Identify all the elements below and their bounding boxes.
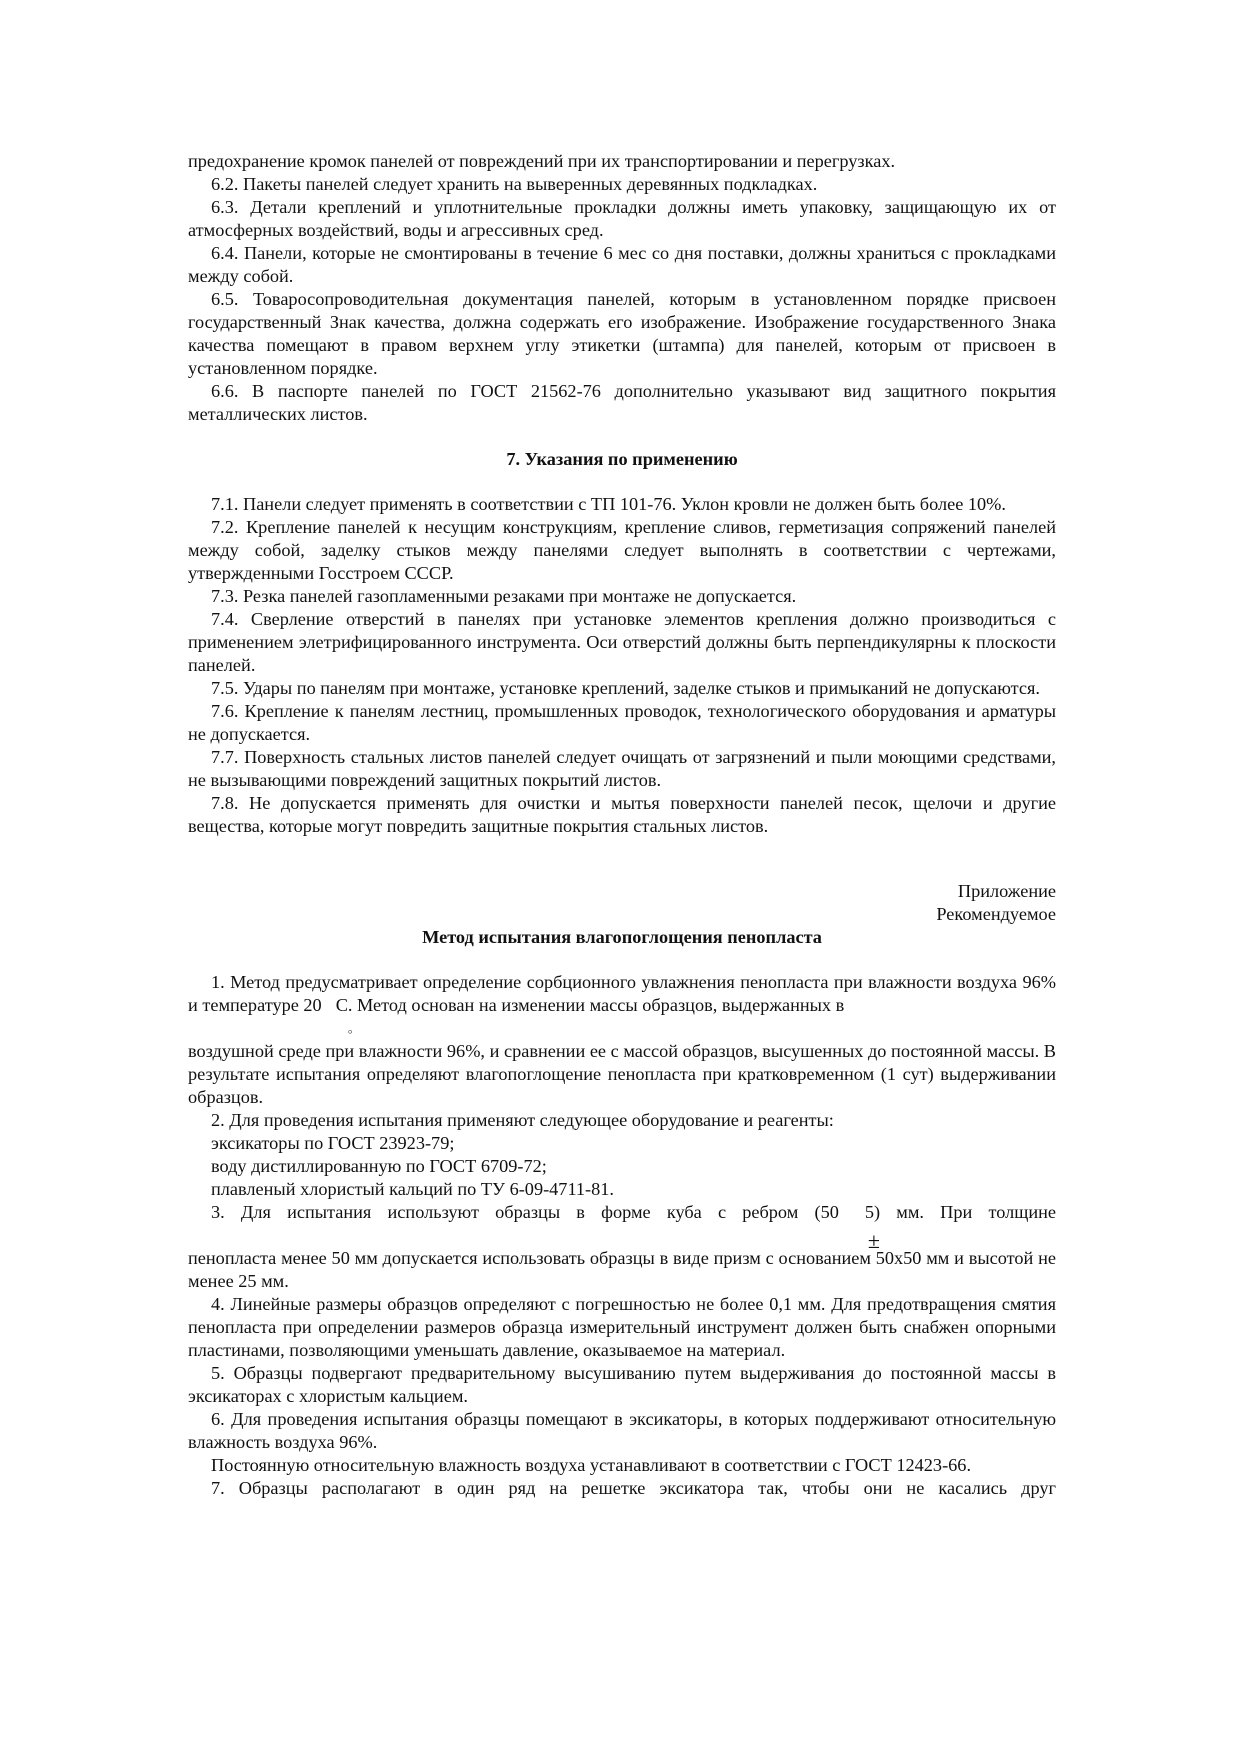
paragraph-7-6: 7.6. Крепление к панелям лестниц, промышленных проводок, технологического оборудования и арматуры не допускается. — [188, 701, 1056, 744]
appendix-paragraph-1 — [188, 971, 1056, 1041]
paragraph-7-2: 7.2. Крепление панелей к несущим конструкциям, крепление сливов, герметизация сопряжений панелей между собой, заделку стыков между панелями следует выполнять в соответствии с чертежами, утвержденными Госстроем СССР. — [188, 517, 1056, 583]
equipment-item-water: воду дистиллированную по ГОСТ 6709-72; — [211, 1156, 547, 1176]
paragraph-6-6: 6.6. В паспорте панелей по ГОСТ 21562-76 дополнительно указывают вид защитного покрытия металлических листов. — [188, 381, 1056, 424]
paragraph-7-7: 7.7. Поверхность стальных листов панелей следует очищать от загрязнений и пыли моющими средствами, не вызывающими повреждений защитных покрытий листов. — [188, 747, 1056, 790]
appendix-paragraph-1-continuation: воздушной среде при влажности 96%, и сравнении ее с массой образцов, высушенных до постоянной массы. В результате испытания определяют влагопоглощение пенопласта при кратковременном (1 сут) выдерживании образцов. — [188, 1041, 1056, 1107]
formula-spacer-2 — [188, 1224, 1056, 1247]
document-page — [188, 150, 1056, 1500]
appendix-paragraph-3-continuation: пенопласта менее 50 мм допускается использовать образцы в виде призм с основанием 50x50 мм и высотой не менее 25 мм. — [188, 1248, 1056, 1291]
appendix-paragraph-5: 5. Образцы подвергают предварительному высушиванию путем выдерживания до постоянной массы в эксикаторах с хлористым кальцием. — [188, 1363, 1056, 1406]
appendix-paragraph-3-part-a: 3. Для испытания используют образцы в форме куба с ребром (50 — [211, 1202, 839, 1222]
appendix-heading: Метод испытания влагопоглощения пенопласта — [422, 927, 822, 947]
appendix-paragraph-7: 7. Образцы располагают в один ряд на решетке эксикатора так, чтобы они не касались друг — [211, 1478, 1056, 1498]
paragraph-7-3: 7.3. Резка панелей газопламенными резаками при монтаже не допускается. — [211, 586, 797, 606]
appendix-paragraph-6b: Постоянную относительную влажность воздуха устанавливают в соответствии с ГОСТ 12423-66. — [211, 1455, 972, 1475]
paragraph-6-4: 6.4. Панели, которые не смонтированы в течение 6 мес со дня поставки, должны храниться с прокладками между собой. — [188, 243, 1056, 286]
appendix-paragraph-4: 4. Линейные размеры образцов определяют с погрешностью не более 0,1 мм. Для предотвращения смятия пенопласта при определении размеров образца измерительный инструмент должен быть снабжен опорными пластинами, позволяющими уменьшать давление, оказываемое на материал. — [188, 1294, 1056, 1360]
section-7-heading: 7. Указания по применению — [506, 449, 738, 469]
paragraph-7-8: 7.8. Не допускается применять для очистки и мытья поверхности панелей песок, щелочи и другие вещества, которые могут повредить защитные покрытия стальных листов. — [188, 793, 1056, 836]
appendix-paragraph-3 — [188, 1201, 1056, 1253]
paragraph-7-4: 7.4. Сверление отверстий в панелях при установке элементов крепления должно производиться с применением элетрифицированного инструмента. Оси отверстий должны быть перпендикулярны к плоскости панелей. — [188, 609, 1056, 675]
paragraph-6-2: 6.2. Пакеты панелей следует хранить на выверенных деревянных подкладках. — [211, 174, 818, 194]
equipment-item-desiccators: эксикаторы по ГОСТ 23923-79; — [211, 1133, 455, 1153]
paragraph-6-3: 6.3. Детали креплений и уплотнительные прокладки должны иметь упаковку, защищающую их от атмосферных воздействий, воды и агрессивных сред. — [188, 197, 1056, 240]
paragraph-7-1: 7.1. Панели следует применять в соответствии с ТП 101-76. Уклон кровли не должен быть более 10%. — [211, 494, 1006, 514]
equipment-item-calcium-chloride: плавленый хлористый кальций по ТУ 6-09-4711-81. — [211, 1179, 614, 1199]
paragraph-6-5: 6.5. Товаросопроводительная документация панелей, которым в установленном порядке присвоен государственный Знак качества, должна содержать его изображение. Изображение государственного Знака качества помещают в правом верхнем углу этикетки (штампа) для панелей, которым от присвоен в установленном порядке. — [188, 289, 1056, 378]
appendix-paragraph-3-part-b: 5) мм. При толщине — [864, 1202, 1056, 1222]
appendix-paragraph-6: 6. Для проведения испытания образцы помещают в эксикаторы, в которых поддерживают относительную влажность воздуха 96%. — [188, 1409, 1056, 1452]
paragraph-6-1-continuation: предохранение кромок панелей от повреждений при их транспортировании и перегрузках. — [188, 151, 896, 171]
appendix-paragraph-1-part-b: С. Метод основан на изменении массы образцов, выдержанных в — [335, 995, 845, 1015]
appendix-label: Приложение — [957, 881, 1056, 901]
plus-minus-symbol: ± — [867, 1228, 880, 1253]
formula-spacer — [188, 1017, 1056, 1040]
paragraph-7-5: 7.5. Удары по панелям при монтаже, установке креплений, заделке стыков и примыканий не допускаются. — [211, 678, 1040, 698]
appendix-paragraph-1-part-a: 1. Метод предусматривает определение сорбционного увлажнения пенопласта при влажности воздуха 96% и температуре 20 — [188, 972, 1056, 1015]
degree-symbol: ° — [347, 1027, 353, 1041]
appendix-type-label: Рекомендуемое — [936, 904, 1056, 924]
appendix-paragraph-2: 2. Для проведения испытания применяют следующее оборудование и реагенты: — [211, 1110, 834, 1130]
